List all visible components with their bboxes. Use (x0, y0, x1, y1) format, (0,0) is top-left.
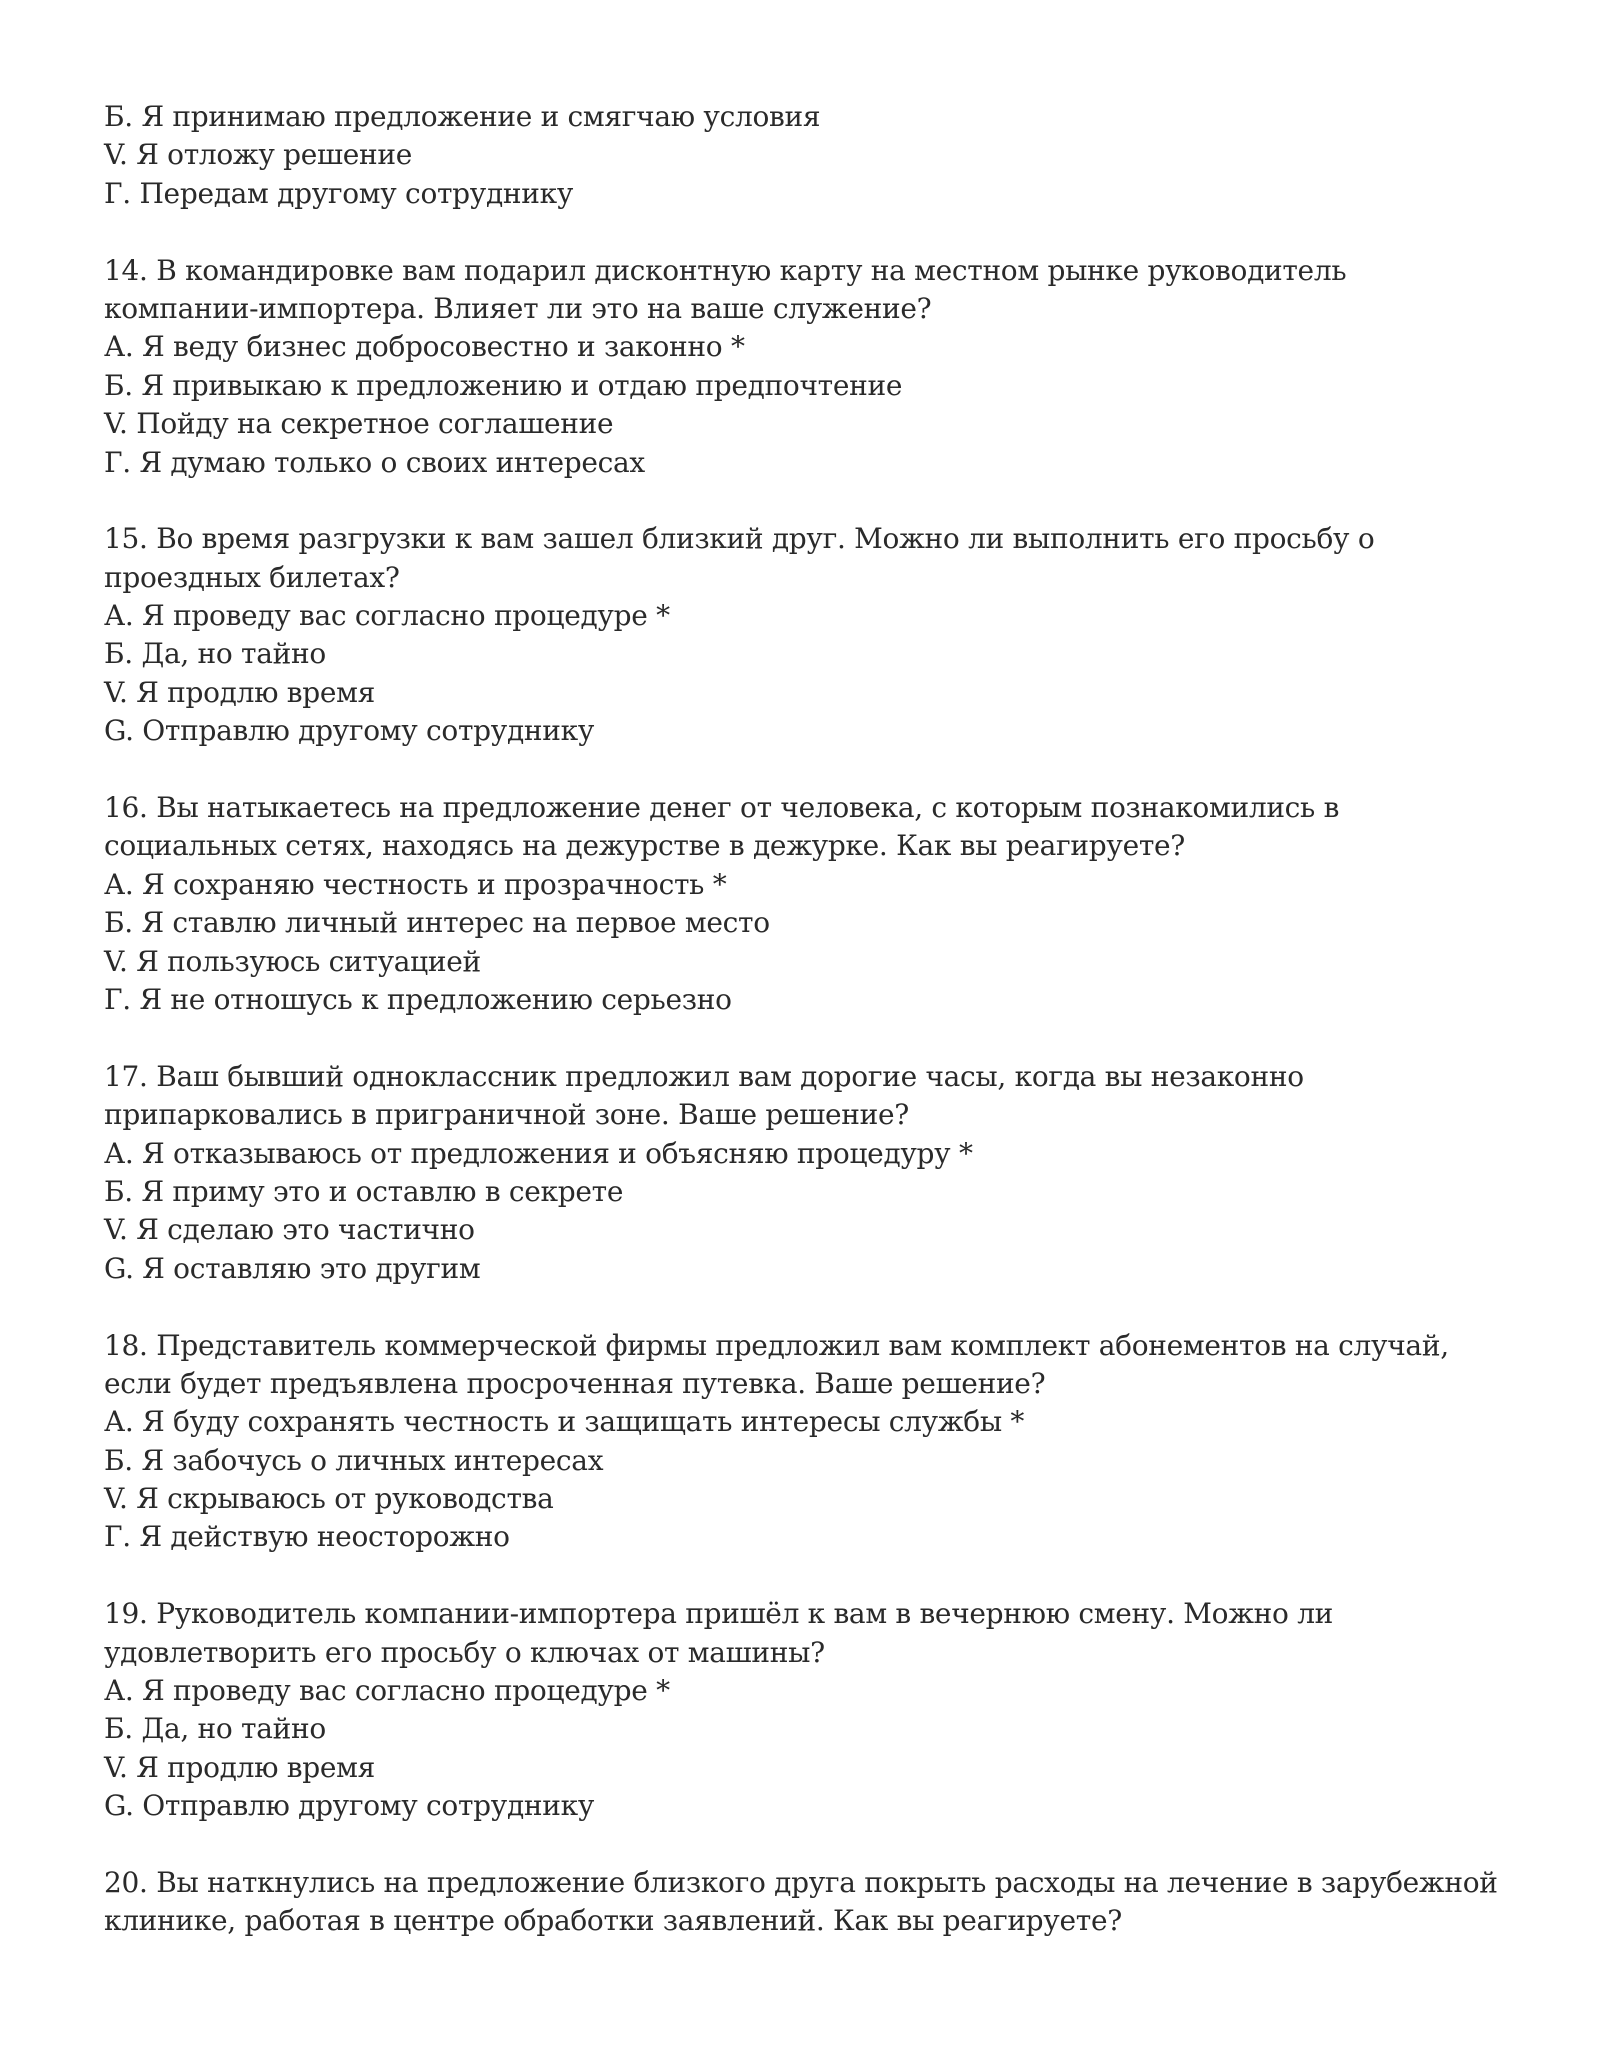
answer-option: G. Я оставляю это другим (104, 1251, 481, 1285)
question-text: удовлетворить его просьбу о ключах от машины? (104, 1635, 825, 1669)
answer-option: А. Я веду бизнес добросовестно и законно * (104, 330, 745, 364)
answer-option: Б. Я приму это и оставлю в секрете (104, 1174, 624, 1208)
answer-option: Б. Я забочусь о личных интересах (104, 1443, 604, 1477)
answer-option: V. Я продлю время (104, 675, 375, 709)
question-text: 15. Во время разгрузки к вам зашел близкий друг. Можно ли выполнить его просьбу о (104, 522, 1375, 556)
question-19 (104, 1595, 1524, 1825)
question-text: компании-импортера. Влияет ли это на ваше служение? (104, 291, 932, 325)
answer-option: Б. Да, но тайно (104, 637, 326, 671)
question-text: 18. Представитель коммерческой фирмы предложил вам комплект абонементов на случай, (104, 1328, 1449, 1362)
option-line: V. Я отложу решение (104, 138, 413, 172)
answer-option: Б. Я ставлю личный интерес на первое место (104, 906, 770, 940)
answer-option: G. Отправлю другому сотруднику (104, 714, 595, 748)
answer-option: Г. Я думаю только о своих интересах (104, 445, 645, 479)
option-line: Г. Передам другому сотруднику (104, 176, 574, 210)
paragraph-gap (104, 213, 1524, 251)
question-20 (104, 1864, 1524, 1941)
question-text: проездных билетах? (104, 560, 400, 594)
answer-option: V. Я продлю время (104, 1750, 375, 1784)
question-18 (104, 1327, 1524, 1557)
document-page (104, 98, 1524, 1941)
question-16 (104, 789, 1524, 1019)
option-line: Б. Я принимаю предложение и смягчаю условия (104, 100, 821, 133)
answer-option: А. Я отказываюсь от предложения и объясняю процедуру * (104, 1136, 973, 1170)
question-text: 16. Вы натыкаетесь на предложение денег от человека, с которым познакомились в (104, 791, 1340, 825)
answer-option: Б. Я привыкаю к предложению и отдаю предпочтение (104, 368, 903, 402)
paragraph-gap (104, 1019, 1524, 1057)
question-text: 20. Вы наткнулись на предложение близкого друга покрыть расходы на лечение в зарубежной (104, 1865, 1498, 1899)
question-text: 19. Руководитель компании-импортера пришёл к вам в вечернюю смену. Можно ли (104, 1597, 1334, 1631)
leading-options (104, 98, 1524, 213)
paragraph-gap (104, 1826, 1524, 1864)
answer-option: G. Отправлю другому сотруднику (104, 1789, 595, 1823)
answer-option: V. Я сделаю это частично (104, 1213, 475, 1247)
paragraph-gap (104, 1557, 1524, 1595)
answer-option: V. Я пользуюсь ситуацией (104, 944, 481, 978)
answer-option: Б. Да, но тайно (104, 1712, 326, 1746)
question-text: социальных сетях, находясь на дежурстве в дежурке. Как вы реагируете? (104, 829, 1186, 863)
question-text: припарковались в приграничной зоне. Ваше решение? (104, 1098, 909, 1132)
answer-option: А. Я проведу вас согласно процедуре * (104, 1674, 670, 1708)
paragraph-gap (104, 751, 1524, 789)
answer-option: А. Я сохраняю честность и прозрачность * (104, 867, 727, 901)
answer-option: Г. Я действую неосторожно (104, 1520, 510, 1554)
question-14 (104, 252, 1524, 482)
paragraph-gap (104, 482, 1524, 520)
answer-option: А. Я буду сохранять честность и защищать интересы службы * (104, 1405, 1025, 1439)
question-text: клинике, работая в центре обработки заявлений. Как вы реагируете? (104, 1904, 1122, 1938)
question-text: если будет предъявлена просроченная путевка. Ваше решение? (104, 1366, 1046, 1400)
question-text: 17. Ваш бывший одноклассник предложил вам дорогие часы, когда вы незаконно (104, 1059, 1304, 1093)
paragraph-gap (104, 1288, 1524, 1326)
question-17 (104, 1058, 1524, 1288)
question-15 (104, 520, 1524, 750)
answer-option: А. Я проведу вас согласно процедуре * (104, 599, 670, 633)
answer-option: Г. Я не отношусь к предложению серьезно (104, 982, 732, 1016)
answer-option: V. Пойду на секретное соглашение (104, 407, 614, 441)
question-text: 14. В командировке вам подарил дисконтную карту на местном рынке руководитель (104, 253, 1347, 287)
answer-option: V. Я скрываюсь от руководства (104, 1482, 554, 1516)
